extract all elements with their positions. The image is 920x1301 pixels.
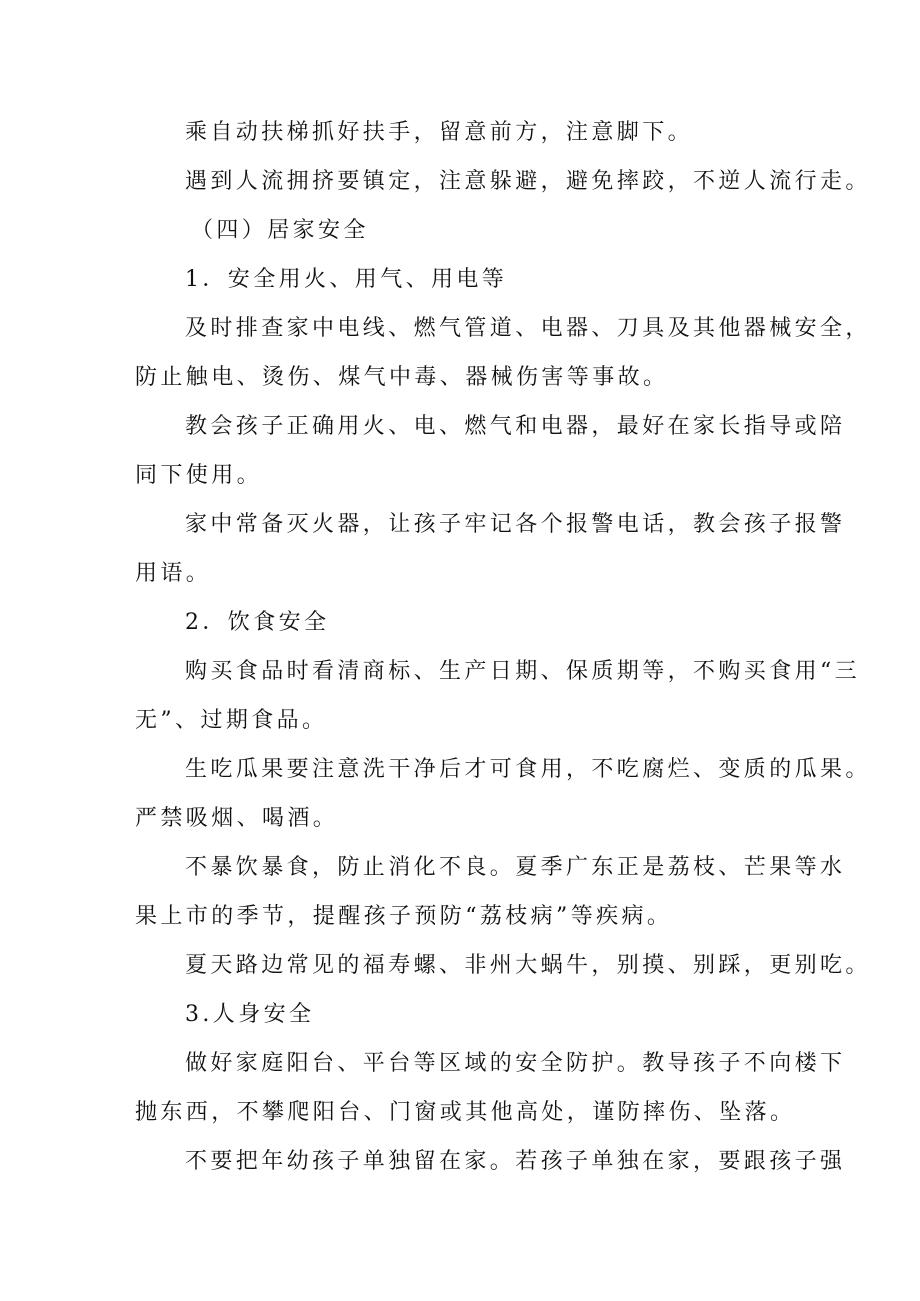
paragraph-fruit-line-1: 生吃瓜果要注意洗干净后才可食用，不吃腐烂、变质的瓜果。 [185,757,871,782]
paragraph-inspect-line-1: 及时排查家中电线、燃气管道、电器、刀具及其他器械安全， [185,316,871,341]
paragraph-fruit-line-2: 严禁吸烟、喝酒。 [135,806,339,831]
document-body [135,108,871,1186]
paragraph-buy-food-line-2: 无”、过期食品。 [135,708,328,733]
paragraph-escalator-safety: 乘自动扶梯抓好扶手，留意前方，注意脚下。 [185,120,694,145]
paragraph-teach-line-2: 同下使用。 [135,463,263,488]
paragraph-snails: 夏天路边常见的福寿螺、非州大蜗牛，别摸、别踩，更别吃。 [185,953,871,978]
paragraph-balcony-line-1: 做好家庭阳台、平台等区域的安全防护。教导孩子不向楼下 [185,1051,846,1076]
subheading-fire-gas-electricity: 1．安全用火、用气、用电等 [185,267,508,292]
paragraph-alone-at-home: 不要把年幼孩子单独留在家。若孩子单独在家，要跟孩子强 [185,1149,846,1174]
subheading-food-safety: 2．饮食安全 [185,610,330,635]
paragraph-inspect-line-2: 防止触电、烫伤、煤气中毒、器械伤害等事故。 [135,365,669,390]
paragraph-overeating-line-2: 果上市的季节，提醒孩子预防“荔枝病”等疾病。 [135,904,673,929]
paragraph-buy-food-line-1: 购买食品时看清商标、生产日期、保质期等，不购买食用“三 [185,659,861,684]
subheading-personal-safety: 3.人身安全 [185,1002,315,1027]
paragraph-teach-line-1: 教会孩子正确用火、电、燃气和电器，最好在家长指导或陪 [185,414,846,439]
paragraph-extinguisher-line-2: 用语。 [135,561,212,586]
paragraph-overeating-line-1: 不暴饮暴食，防止消化不良。夏季广东正是荔枝、芒果等水 [185,855,846,880]
paragraph-extinguisher-line-1: 家中常备灭火器，让孩子牢记各个报警电话，教会孩子报警 [185,512,846,537]
paragraph-crowd-safety: 遇到人流拥挤要镇定，注意躲避，避免摔跤，不逆人流行走。 [185,169,871,194]
paragraph-balcony-line-2: 抛东西，不攀爬阳台、门窗或其他高处，谨防摔伤、坠落。 [135,1100,796,1125]
section-heading-home-safety: （四）居家安全 [191,218,369,243]
